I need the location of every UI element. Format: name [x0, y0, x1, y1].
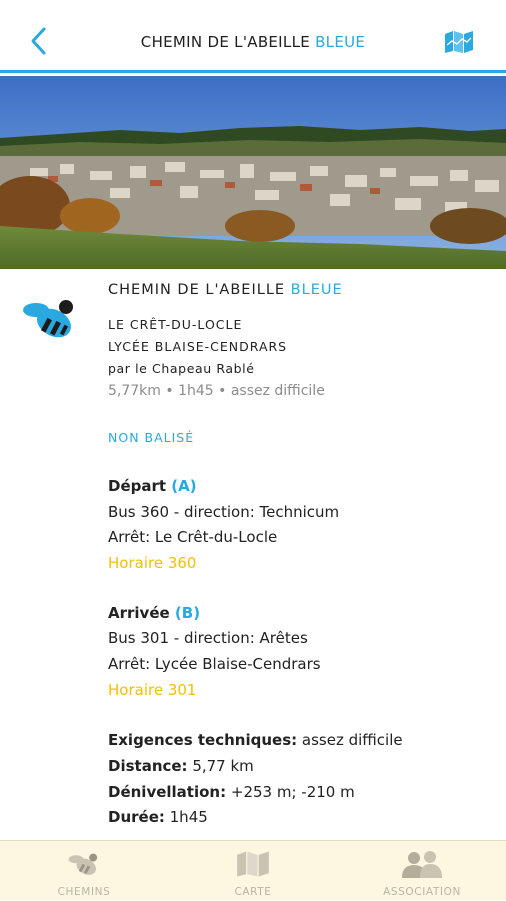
departure-heading [108, 477, 197, 495]
tab-association-label: ASSOCIATION [383, 886, 461, 898]
app-header [0, 0, 506, 73]
route-name-main: CHEMIN DE L'ABEILLE [108, 282, 286, 298]
departure-label: Départ [108, 477, 167, 495]
page-title [0, 33, 506, 51]
map-icon[interactable] [444, 30, 474, 54]
detail-duration-label: Durée: [108, 808, 165, 826]
people-icon [400, 850, 444, 880]
detail-elevation-label: Dénivellation: [108, 783, 227, 801]
departure-marker: (A) [171, 477, 197, 495]
map-icon [236, 850, 270, 878]
arrival-stop: Arrêt: Lycée Blaise-Cendrars [108, 655, 321, 673]
route-summary: 5,77km • 1h45 • assez difficile [108, 383, 325, 399]
route-to: LYCÉE BLAISE-CENDRARS [108, 339, 288, 354]
detail-elevation-value: +253 m; -210 m [226, 783, 355, 801]
route-via: par le Chapeau Rablé [108, 361, 255, 376]
departure-bus: Bus 360 - direction: Technicum [108, 503, 340, 521]
detail-distance [108, 757, 254, 775]
detail-duration [108, 808, 208, 826]
detail-technical [108, 731, 403, 749]
bee-icon [68, 850, 100, 880]
tab-association[interactable] [338, 841, 506, 901]
tab-chemins-label: CHEMINS [57, 886, 111, 898]
detail-elevation [108, 783, 355, 801]
page-title-main: CHEMIN DE L'ABEILLE [140, 33, 311, 51]
arrival-heading [108, 604, 200, 622]
detail-distance-label: Distance: [108, 757, 188, 775]
detail-duration-value: 1h45 [164, 808, 208, 826]
detail-technical-value: assez difficile [297, 731, 403, 749]
arrival-schedule-link[interactable]: Horaire 301 [108, 681, 197, 699]
detail-technical-label: Exigences techniques: [108, 731, 298, 749]
arrival-bus: Bus 301 - direction: Arêtes [108, 629, 308, 647]
arrival-marker: (B) [174, 604, 201, 622]
route-name [108, 282, 343, 298]
page-title-accent: BLEUE [315, 33, 366, 51]
departure-stop: Arrêt: Le Crêt-du-Locle [108, 528, 278, 546]
departure-schedule-link[interactable]: Horaire 360 [108, 554, 197, 572]
marking-status: NON BALISÉ [108, 430, 195, 445]
tab-carte[interactable] [169, 841, 337, 901]
bee-logo-icon [22, 296, 78, 344]
bottom-tab-bar [0, 840, 506, 900]
tab-carte-label: CARTE [234, 886, 272, 898]
arrival-label: Arrivée [108, 604, 170, 622]
detail-distance-value: 5,77 km [187, 757, 254, 775]
route-name-accent: BLEUE [290, 282, 343, 298]
route-landscape-photo [0, 76, 506, 269]
route-from: LE CRÊT-DU-LOCLE [108, 317, 243, 332]
tab-chemins[interactable] [0, 841, 168, 901]
